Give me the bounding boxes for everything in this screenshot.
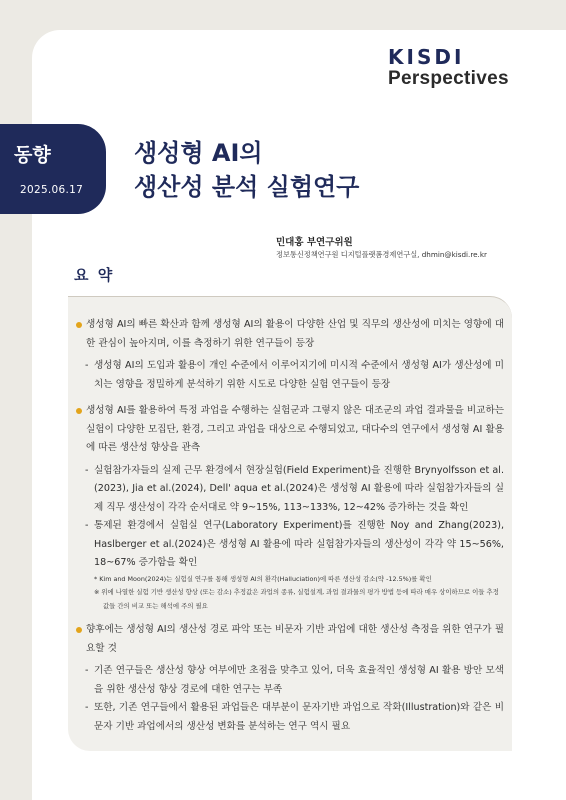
summary-heading: 요 약 (74, 266, 115, 284)
sub-item-text: 통제된 환경에서 실험실 연구(Laboratory Experiment)를 진행한 Noy and Zhang(2023), Haslberger et al.(2024)은 생성형 AI 활용에 따라 실험참가자들의 생산성이 각각 약 15~56%, 18~67% 증가함을 확인 (94, 520, 504, 568)
footnote: * Kim and Moon(2024)는 실험실 연구를 통해 생성형 AI의 환각(Halluciation)에 따른 생산성 감소(약 -12.5%)를 확인 (94, 574, 432, 583)
sub-item-text: 실험참가자들의 실제 근무 환경에서 현장실험(Field Experiment)을 진행한 Brynyolfsson et al.(2023), Jia et al.(2024), Dell' aqua et al.(2024)은 생성형 AI 활용에 따라 실험참가자들의 실제 직무 생산성이 각각 순서대로 약 9~15%, 113~133%, 12~42% 증가하는 것을 확인 (94, 464, 504, 513)
author-affiliation: 정보통신정책연구원 디지털플랫폼경제연구실, dhmin@kisdi.re.kr (276, 250, 487, 259)
summary-bullet (76, 621, 504, 658)
summary-sub-item (76, 517, 504, 573)
summary-sub-item (76, 462, 504, 518)
title-line-1: 생성형 AI의 (134, 139, 263, 167)
category-label: 동향 (14, 144, 51, 166)
logo-subtitle: Perspectives (388, 68, 509, 89)
bullet-dot-icon (76, 322, 82, 328)
sub-item-text: 또한, 기존 연구들에서 활용된 과업들은 대부분이 문자기반 과업으로 작화(Illustration)와 같은 비문자 기반 과업에서의 생산성 변화를 분석하는 연구 역시 필요 (94, 702, 504, 732)
summary-sub-item (76, 662, 504, 699)
title-line-2: 생산성 분석 실험연구 (134, 173, 360, 201)
dash-icon: - (85, 360, 89, 371)
bullet-text: 향후에는 생성형 AI의 생산성 경로 파악 또는 비문자 기반 과업에 대한 생산성 측정을 위한 연구가 필요할 것 (86, 624, 504, 654)
dash-icon: - (85, 464, 89, 476)
bullet-dot-icon (76, 627, 82, 633)
page-title (134, 136, 454, 204)
summary-sub-item (76, 699, 504, 736)
logo-brand: KISDI (388, 45, 465, 69)
dash-icon: - (85, 520, 89, 531)
summary-bullet (76, 402, 504, 458)
kisdi-perspectives-logo (388, 46, 528, 90)
summary-content (76, 316, 504, 736)
sub-item-text: 기존 연구들은 생산성 향상 여부에만 초점을 맞추고 있어, 더욱 효율적인 생성형 AI 활용 방안 모색을 위한 생산성 향상 경로에 대한 연구는 부족 (94, 665, 504, 695)
sub-item-text: 생성형 AI의 도입과 활용이 개인 수준에서 이루어지기에 미시적 수준에서 생성형 AI가 생산성에 미치는 영향을 정밀하게 분석하기 위한 시도로 다양한 실험 연구들이 등장 (94, 360, 504, 390)
publish-date: 2025.06.17 (20, 184, 84, 196)
bullet-text: 생성형 AI를 활용하여 특정 과업을 수행하는 실험군과 그렇지 않은 대조군의 과업 결과물을 비교하는 실험이 다양한 모집단, 환경, 그리고 과업을 대상으로 수행되었고, 대다수의 연구에서 생성형 AI 활용에 따른 생산성 향상을 관측 (86, 405, 504, 453)
dash-icon: - (85, 702, 89, 713)
author-name: 민대홍 부연구위원 (276, 237, 353, 248)
dash-icon: - (85, 665, 89, 676)
footnote: ※ 위에 나열한 실험 기반 생산성 향상 (또는 감소) 추정값은 과업의 종류, 실험설계, 과업 결과물의 평가 방법 등에 따라 매우 상이하므로 이들 추정값들 간의 비교 또는 해석에 주의 필요 (94, 588, 499, 610)
category-tag (0, 124, 106, 214)
bullet-text: 생성형 AI의 빠른 확산과 함께 생성형 AI의 활용이 다양한 산업 및 직무의 생산성에 미치는 영향에 대한 관심이 높아지며, 이를 측정하기 위한 연구들이 등장 (86, 319, 504, 349)
summary-bullet (76, 316, 504, 353)
bullet-dot-icon (76, 408, 82, 414)
summary-sub-item (76, 357, 504, 394)
